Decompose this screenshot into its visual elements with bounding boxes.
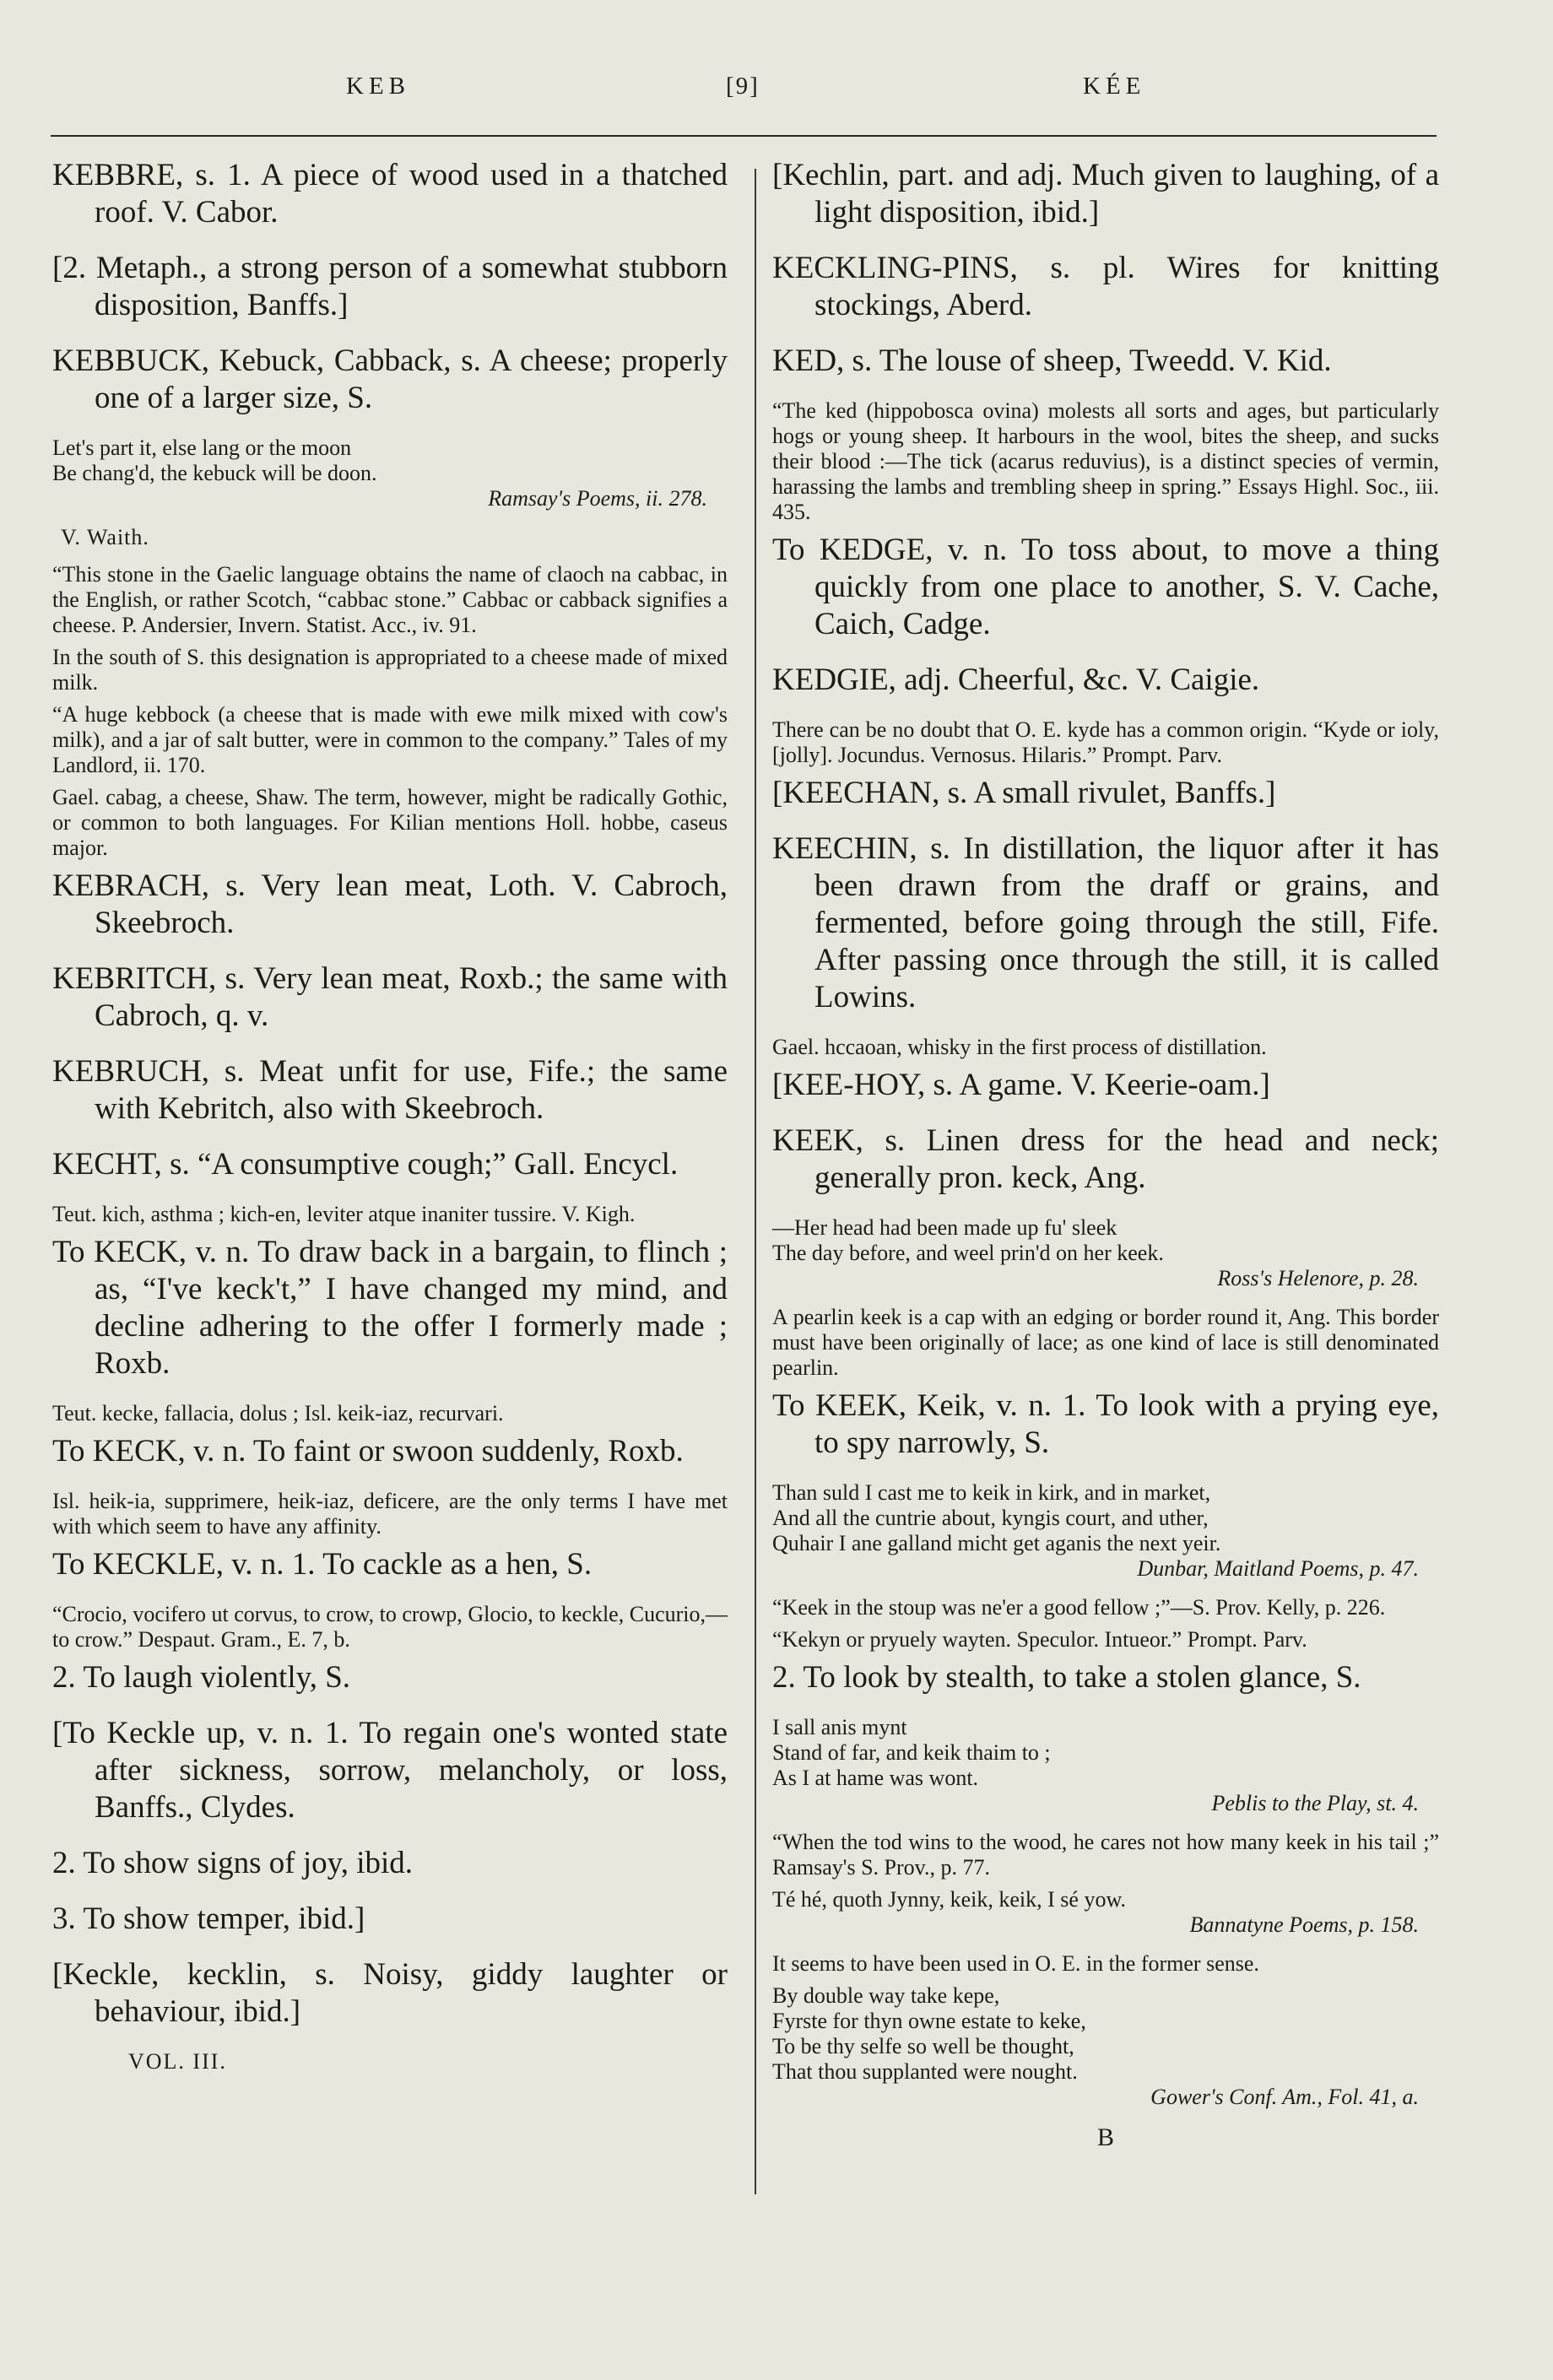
verse-line: And all the cuntrie about, kyngis court, and uther, bbox=[772, 1506, 1209, 1530]
dictionary-entry: KEECHIN, s. In distillation, the liquor after it has been drawn from the draff or grains, and fermented, before going through the still, Fife. After passing once through the still, it is called Lowins. bbox=[772, 831, 1439, 1014]
dictionary-entry: To KEDGE, v. n. To toss about, to move a thing quickly from one place to another, S. V. Cache, Caich, Cadge. bbox=[772, 533, 1439, 641]
dictionary-entry: KEBRITCH, s. Very lean meat, Roxb.; the same with Cabroch, q. v. bbox=[52, 961, 728, 1033]
running-head-right: KÉE bbox=[1083, 73, 1146, 100]
quotation-source: Ross's Helenore, p. 28. bbox=[1217, 1266, 1419, 1290]
verse-line: —Her head had been made up fu' sleek bbox=[772, 1215, 1117, 1240]
dictionary-entry: KECKLING-PINS, s. pl. Wires for knitting stockings, Aberd. bbox=[772, 251, 1439, 322]
dictionary-entry: KEBBUCK, Kebuck, Cabback, s. A cheese; properly one of a larger size, S. bbox=[52, 343, 728, 415]
dictionary-entry: 2. To look by stealth, to take a stolen glance, S. bbox=[772, 1660, 1361, 1695]
dictionary-entry: KECHT, s. “A consumptive cough;” Gall. Encycl. bbox=[52, 1147, 679, 1182]
verse-quotation bbox=[772, 1887, 1439, 1938]
entry-note: Gael. cabag, a cheese, Shaw. The term, however, might be radically Gothic, or common to both languages. For Kilian mentions Holl. hobbe, caseus major. bbox=[52, 785, 728, 860]
entry-note: A pearlin keek is a cap with an edging or border round it, Ang. This border must have been originally of lace; as one kind of lace is still denominated pearlin. bbox=[772, 1305, 1439, 1380]
entry-note: Teut. kich, asthma ; kich-en, leviter atque inaniter tussire. V. Kigh. bbox=[52, 1202, 636, 1226]
entry-note: In the south of S. this designation is appropriated to a cheese made of mixed milk. bbox=[52, 645, 728, 695]
column-divider bbox=[755, 169, 756, 2194]
dictionary-entry: [KEECHAN, s. A small rivulet, Banffs.] bbox=[772, 776, 1276, 810]
entry-note: “Crocio, vocifero ut corvus, to crow, to crowp, Glocio, to keckle, Cucurio,—to crow.” Despaut. Gram., E. 7, b. bbox=[52, 1602, 728, 1652]
verse-line: By double way take kepe, bbox=[772, 1983, 1000, 2008]
dictionary-entry: KEDGIE, adj. Cheerful, &c. V. Caigie. bbox=[772, 663, 1260, 697]
right-column bbox=[772, 157, 1439, 2152]
verse-quotation bbox=[772, 1215, 1439, 1291]
dictionary-entry: [Kechlin, part. and adj. Much given to laughing, of a light disposition, ibid.] bbox=[772, 158, 1439, 230]
page-number: [9] bbox=[726, 73, 760, 100]
verse-line: The day before, and weel prin'd on her keek. bbox=[772, 1241, 1164, 1265]
entry-note: Teut. kecke, fallacia, dolus ; Isl. keik-iaz, recurvari. bbox=[52, 1401, 504, 1425]
signature-mark: B bbox=[1096, 2123, 1114, 2151]
entry-note: Gael. hccaoan, whisky in the first process of distillation. bbox=[772, 1035, 1267, 1059]
dictionary-entry: 2. To laugh violently, S. bbox=[52, 1660, 351, 1695]
dictionary-entry: KEBRUCH, s. Meat unfit for use, Fife.; the same with Kebritch, also with Skeebroch. bbox=[52, 1054, 728, 1126]
dictionary-entry: KED, s. The louse of sheep, Tweedd. V. Kid. bbox=[772, 343, 1332, 378]
verse-line: Fyrste for thyn owne estate to keke, bbox=[772, 2009, 1086, 2033]
dictionary-entry: 2. To show signs of joy, ibid. bbox=[52, 1846, 414, 1880]
dictionary-entry: To KECK, v. n. To draw back in a bargain, to flinch ; as, “I've keck't,” I have changed my mind, and decline adhering to the offer I formerly made ; Roxb. bbox=[52, 1235, 728, 1381]
dictionary-entry: KEBRACH, s. Very lean meat, Loth. V. Cabroch, Skeebroch. bbox=[52, 868, 728, 940]
verse-quotation bbox=[772, 1715, 1439, 1816]
verse-line: Stand of far, and keik thaim to ; bbox=[772, 1740, 1051, 1765]
quotation-source: Ramsay's Poems, ii. 278. bbox=[488, 486, 707, 511]
verse-quotation bbox=[772, 1480, 1439, 1582]
verse-line: Than suld I cast me to keik in kirk, and in market, bbox=[772, 1480, 1211, 1505]
dictionary-entry: [To Keckle up, v. n. 1. To regain one's wonted state after sickness, sorrow, melancholy, or loss, Banffs., Clydes. bbox=[52, 1716, 728, 1825]
entry-note: It seems to have been used in O. E. in the former sense. bbox=[772, 1951, 1259, 1976]
entry-note: “Keek in the stoup was ne'er a good fellow ;”—S. Prov. Kelly, p. 226. bbox=[772, 1595, 1386, 1620]
verse-line: I sall anis mynt bbox=[772, 1715, 907, 1739]
entry-note: Isl. heik-ia, supprimere, heik-iaz, deficere, are the only terms I have met with which seem to have any affinity. bbox=[52, 1489, 728, 1539]
entry-note: There can be no doubt that O. E. kyde has a common origin. “Kyde or ioly, [jolly]. Jocundus. Vernosus. Hilaris.” Prompt. Parv. bbox=[772, 717, 1439, 767]
verse-line: As I at hame was wont. bbox=[772, 1766, 979, 1790]
entry-note: “The ked (hippobosca ovina) molests all sorts and ages, but particularly hogs or young sheep. It harbours in the wool, bites the sheep, and sucks their blood :—The tick (acarus reduvius), is a distinct species of vermin, harassing the lambs and trembling sheep in spring.” Essays Highl. Soc., iii. 435. bbox=[772, 398, 1439, 524]
dictionary-entry: KEEK, s. Linen dress for the head and neck; generally pron. keck, Ang. bbox=[772, 1123, 1439, 1195]
entry-note: “A huge kebbock (a cheese that is made with ewe milk mixed with cow's milk), and a jar of salt butter, were in common to the company.” Tales of my Landlord, ii. 170. bbox=[52, 702, 728, 777]
dictionary-entry: To KECK, v. n. To faint or swoon suddenly, Roxb. bbox=[52, 1434, 684, 1469]
quotation-source: Bannatyne Poems, p. 158. bbox=[1189, 1912, 1419, 1937]
header-rule bbox=[51, 135, 1437, 137]
dictionary-entry: [KEE-HOY, s. A game. V. Keerie-oam.] bbox=[772, 1068, 1270, 1102]
dictionary-entry: 3. To show temper, ibid.] bbox=[52, 1901, 365, 1936]
dictionary-entry: [2. Metaph., a strong person of a somewhat stubborn disposition, Banffs.] bbox=[52, 251, 728, 322]
verse-line: To be thy selfe so well be thought, bbox=[772, 2034, 1074, 2058]
volume-footer: VOL. III. bbox=[128, 2049, 227, 2074]
entry-note: “Kekyn or pryuely wayten. Speculor. Intueor.” Prompt. Parv. bbox=[772, 1627, 1307, 1652]
entry-note: “This stone in the Gaelic language obtains the name of claoch na cabbac, in the English, or rather Scotch, “cabbac stone.” Cabbac or cabback signifies a cheese. P. Andersier, Invern. Statist. Acc., iv. 91. bbox=[52, 562, 728, 637]
verse-line: Té hé, quoth Jynny, keik, keik, I sé yow. bbox=[772, 1887, 1127, 1912]
verse-quotation bbox=[772, 1983, 1439, 2110]
quotation-source: Peblis to the Play, st. 4. bbox=[1211, 1791, 1419, 1815]
dictionary-entry: KEBBRE, s. 1. A piece of wood used in a thatched roof. V. Cabor. bbox=[52, 158, 728, 230]
verse-quotation bbox=[52, 435, 728, 511]
dictionary-entry: To KECKLE, v. n. 1. To cackle as a hen, S. bbox=[52, 1547, 593, 1582]
verse-line: Be chang'd, the kebuck will be doon. bbox=[52, 461, 377, 485]
entry-note: “When the tod wins to the wood, he cares not how many keek in his tail ;” Ramsay's S. Prov., p. 77. bbox=[772, 1830, 1439, 1880]
left-column bbox=[52, 157, 728, 2074]
cross-reference: V. Waith. bbox=[61, 525, 149, 549]
verse-line: That thou supplanted were nought. bbox=[772, 2059, 1078, 2084]
quotation-source: Gower's Conf. Am., Fol. 41, a. bbox=[1150, 2085, 1419, 2109]
verse-line: Let's part it, else lang or the moon bbox=[52, 435, 352, 460]
verse-line: Quhair I ane galland micht get aganis the next yeir. bbox=[772, 1531, 1221, 1555]
running-head-left: KEB bbox=[346, 73, 410, 100]
dictionary-entry: To KEEK, Keik, v. n. 1. To look with a prying eye, to spy narrowly, S. bbox=[772, 1388, 1439, 1460]
dictionary-entry: [Keckle, kecklin, s. Noisy, giddy laughter or behaviour, ibid.] bbox=[52, 1957, 728, 2029]
quotation-source: Dunbar, Maitland Poems, p. 47. bbox=[1137, 1556, 1419, 1581]
